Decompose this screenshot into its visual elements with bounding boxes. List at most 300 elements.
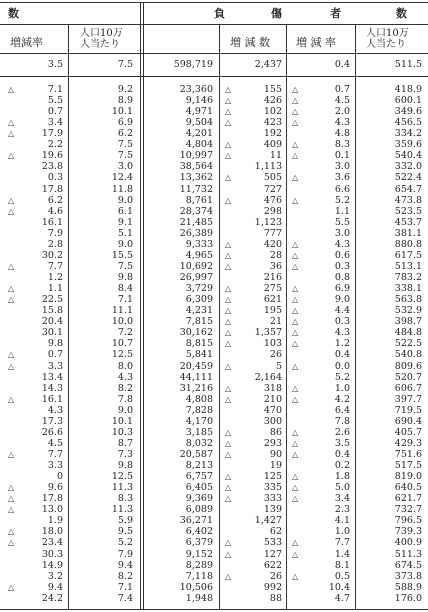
row-3-change-count: 102 [263, 106, 282, 118]
row-36-change-count-decrease-mark: △ [225, 472, 232, 482]
row-17-change-rate: 0.3 [334, 260, 350, 272]
col-header-2: 人口10万 人当たり [80, 28, 123, 50]
row-15-per100k-b: 880.8 [394, 238, 422, 250]
row-44-per100k-a: 9.4 [117, 559, 133, 571]
row-13-injured: 21,485 [179, 216, 213, 228]
row-44-rate-a: 14.9 [41, 559, 63, 571]
row-35-rate-a: 3.3 [47, 460, 63, 472]
row-23-change-rate: 4.3 [334, 327, 350, 339]
row-3-per100k-b: 349.6 [394, 106, 422, 118]
row-1-injured: 23,360 [179, 84, 213, 95]
row-38-rate-a: 17.8 [41, 493, 63, 505]
row-17-rate-a-decrease-mark: △ [8, 261, 15, 271]
row-10-per100k-b: 654.7 [394, 183, 422, 195]
row-21-per100k-b: 532.9 [394, 305, 422, 317]
row-25-rate-a-decrease-mark: △ [8, 350, 15, 360]
row-35-injured: 8,213 [185, 460, 213, 472]
row-27-per100k-b: 520.7 [394, 371, 422, 383]
row-28-injured: 31,216 [179, 382, 213, 394]
row-41-change-count: 62 [269, 526, 282, 538]
row-1-per100k-b: 418.9 [394, 84, 422, 95]
row-42-per100k-a: 5.2 [117, 537, 133, 549]
total-rate-a: 3.5 [47, 59, 63, 70]
row-21-change-rate-decrease-mark: △ [292, 306, 299, 316]
row-40-injured: 36,271 [179, 515, 213, 527]
row-21-change-rate: 4.4 [334, 305, 350, 317]
row-35-per100k-a: 9.8 [117, 460, 133, 472]
row-32-per100k-b: 405.7 [394, 426, 422, 438]
row-5-change-rate: 4.8 [334, 128, 350, 140]
row-23-change-count-decrease-mark: △ [225, 328, 232, 338]
row-24-per100k-a: 10.7 [111, 338, 133, 350]
row-2-change-rate: 4.5 [334, 95, 350, 107]
row-22-change-count: 21 [269, 316, 282, 328]
row-35-per100k-b: 517.5 [394, 460, 422, 472]
row-39-change-count: 139 [263, 504, 282, 516]
row-11-rate-a-decrease-mark: △ [8, 195, 15, 205]
row-26-change-count: 5 [275, 360, 282, 372]
row-8-change-count: 1,113 [254, 161, 282, 173]
row-11-rate-a: 6.2 [47, 194, 63, 206]
row-26-change-rate-decrease-mark: △ [292, 361, 299, 371]
row-2-change-count-decrease-mark: △ [225, 96, 232, 106]
row-10-change-count: 727 [263, 183, 282, 195]
row-24-rate-a: 9.8 [47, 338, 63, 350]
row-22-injured: 7,815 [185, 316, 213, 328]
row-10-rate-a: 17.8 [41, 183, 63, 195]
row-11-per100k-a: 9.0 [117, 194, 133, 206]
row-37-change-count-decrease-mark: △ [225, 483, 232, 493]
row-9-per100k-a: 12.4 [111, 172, 133, 184]
row-6-rate-a: 2.2 [47, 139, 63, 151]
row-46-rate-a: 9.4 [47, 581, 63, 593]
row-7-per100k-b: 540.4 [394, 150, 422, 162]
row-31-per100k-b: 690.4 [394, 415, 422, 427]
row-23-rate-a: 30.1 [41, 327, 63, 339]
row-41-rate-a: 18.0 [41, 526, 63, 538]
row-29-rate-a-decrease-mark: △ [8, 394, 15, 404]
row-29-per100k-a: 7.8 [117, 393, 133, 405]
total-per100k-b: 511.5 [394, 59, 422, 70]
row-17-per100k-b: 513.1 [394, 260, 422, 272]
row-10-change-rate: 6.6 [334, 183, 350, 195]
row-39-change-rate: 2.3 [334, 504, 350, 516]
row-42-rate-a-decrease-mark: △ [8, 538, 15, 548]
row-30-rate-a: 4.3 [47, 404, 63, 416]
row-17-change-count-decrease-mark: △ [225, 261, 232, 271]
row-24-change-rate-decrease-mark: △ [292, 339, 299, 349]
row-15-change-rate-decrease-mark: △ [292, 239, 299, 249]
row-17-per100k-a: 7.5 [117, 260, 133, 272]
row-15-change-rate: 4.3 [334, 238, 350, 250]
row-22-rate-a: 20.4 [41, 316, 63, 328]
row-11-change-rate: 5.2 [334, 194, 350, 206]
row-32-change-count: 86 [269, 426, 282, 438]
row-25-per100k-a: 12.5 [111, 349, 133, 361]
rule-double-b [143, 2, 144, 609]
row-23-per100k-b: 484.8 [394, 327, 422, 339]
row-21-per100k-a: 11.1 [111, 305, 133, 317]
rule-top [0, 2, 428, 3]
row-2-change-count: 426 [263, 95, 282, 107]
row-21-injured: 4,231 [185, 305, 213, 317]
row-45-injured: 7,118 [185, 570, 213, 582]
row-17-injured: 10,692 [179, 260, 213, 272]
row-5-per100k-a: 6.2 [117, 128, 133, 140]
row-36-change-count: 125 [263, 471, 282, 483]
row-18-injured: 26,997 [179, 272, 213, 284]
row-36-rate-a: 0 [56, 471, 63, 483]
row-26-per100k-a: 8.0 [117, 360, 133, 372]
row-42-injured: 6,379 [185, 537, 213, 549]
row-17-change-count: 36 [269, 260, 282, 272]
col-header-6: 人口10万 人当たり [366, 28, 409, 50]
row-31-injured: 4,170 [185, 415, 213, 427]
row-22-per100k-a: 10.0 [111, 316, 133, 328]
row-17-rate-a: 7.7 [47, 260, 63, 272]
row-34-rate-a-decrease-mark: △ [8, 449, 15, 459]
row-33-change-count-decrease-mark: △ [225, 438, 232, 448]
row-44-injured: 8,289 [185, 559, 213, 571]
row-8-injured: 38,564 [179, 161, 213, 173]
row-15-rate-a: 2.8 [47, 238, 63, 250]
row-9-per100k-b: 522.4 [394, 172, 422, 184]
row-43-change-count: 127 [263, 548, 282, 560]
row-34-change-count-decrease-mark: △ [225, 449, 232, 459]
row-40-change-rate: 4.1 [334, 515, 350, 527]
row-43-per100k-a: 7.9 [117, 548, 133, 560]
row-16-change-count-decrease-mark: △ [225, 250, 232, 260]
row-39-rate-a: 13.0 [41, 504, 63, 516]
row-7-change-rate-decrease-mark: △ [292, 151, 299, 161]
row-37-rate-a: 9.6 [47, 482, 63, 494]
row-46-change-count: 992 [263, 581, 282, 593]
row-36-per100k-b: 819.0 [394, 471, 422, 483]
row-21-change-count-decrease-mark: △ [225, 306, 232, 316]
row-33-rate-a: 4.5 [47, 437, 63, 449]
row-6-injured: 4,804 [185, 139, 213, 151]
rule-col-4 [219, 25, 220, 609]
row-37-change-rate: 5.0 [334, 482, 350, 494]
row-39-rate-a-decrease-mark: △ [8, 505, 15, 515]
row-46-rate-a-decrease-mark: △ [8, 582, 15, 592]
row-14-change-rate: 3.0 [334, 227, 350, 239]
row-29-per100k-b: 397.7 [394, 393, 422, 405]
row-15-change-count: 420 [263, 238, 282, 250]
row-38-change-rate-decrease-mark: △ [292, 494, 299, 504]
row-14-injured: 26,389 [179, 227, 213, 239]
row-38-change-rate: 3.4 [334, 493, 350, 505]
row-22-change-rate-decrease-mark: △ [292, 317, 299, 327]
row-12-rate-a-decrease-mark: △ [8, 206, 15, 216]
rule-header-bottom [0, 53, 428, 54]
row-32-change-rate: 2.6 [334, 426, 350, 438]
row-15-per100k-a: 9.0 [117, 238, 133, 250]
row-27-rate-a: 13.4 [41, 371, 63, 383]
row-47-per100k-a: 7.4 [117, 592, 133, 604]
row-15-injured: 9,333 [185, 238, 213, 250]
row-45-change-count-decrease-mark: △ [225, 571, 232, 581]
row-3-rate-a: 0.7 [47, 106, 63, 118]
row-19-rate-a: 1.1 [47, 283, 63, 295]
row-34-change-count: 90 [269, 448, 282, 460]
row-6-per100k-b: 359.6 [394, 139, 422, 151]
row-12-per100k-a: 6.1 [117, 205, 133, 217]
row-9-change-count-decrease-mark: △ [225, 173, 232, 183]
row-6-change-rate-decrease-mark: △ [292, 140, 299, 150]
row-4-per100k-a: 6.9 [117, 117, 133, 129]
row-41-per100k-a: 9.5 [117, 526, 133, 538]
row-41-injured: 6,402 [185, 526, 213, 538]
group-header-left: 数 [8, 7, 19, 20]
row-1-change-count: 155 [263, 84, 282, 95]
row-32-injured: 3,185 [185, 426, 213, 438]
row-7-change-rate: 0.1 [334, 150, 350, 162]
row-23-change-count: 1,357 [254, 327, 282, 339]
row-37-rate-a-decrease-mark: △ [8, 483, 15, 493]
row-20-per100k-b: 563.8 [394, 294, 422, 306]
row-20-rate-a-decrease-mark: △ [8, 295, 15, 305]
row-31-change-rate: 7.8 [334, 415, 350, 427]
row-28-rate-a: 14.3 [41, 382, 63, 394]
row-45-rate-a: 3.2 [47, 570, 63, 582]
row-43-injured: 9,152 [185, 548, 213, 560]
row-16-injured: 4,965 [185, 249, 213, 261]
row-27-change-rate: 5.2 [334, 371, 350, 383]
row-42-change-count: 533 [263, 537, 282, 549]
row-19-change-rate: 6.9 [334, 283, 350, 295]
col-header-4: 増 減 数 [230, 36, 270, 49]
row-36-per100k-a: 12.5 [111, 471, 133, 483]
row-4-change-rate-decrease-mark: △ [292, 118, 299, 128]
row-12-per100k-b: 523.5 [394, 205, 422, 217]
row-14-per100k-b: 381.1 [394, 227, 422, 239]
row-3-injured: 4,971 [185, 106, 213, 118]
row-19-injured: 3,729 [185, 283, 213, 295]
row-3-per100k-a: 10.1 [111, 106, 133, 118]
total-change-rate: 0.4 [334, 59, 350, 70]
row-3-change-rate-decrease-mark: △ [292, 107, 299, 117]
row-4-change-count: 423 [263, 117, 282, 129]
row-42-change-count-decrease-mark: △ [225, 538, 232, 548]
row-4-change-count-decrease-mark: △ [225, 118, 232, 128]
row-10-injured: 11,732 [179, 183, 213, 195]
row-18-change-count: 216 [263, 272, 282, 284]
group-header-right-2: 傷 [271, 7, 282, 20]
row-29-rate-a: 16.1 [41, 393, 63, 405]
row-38-change-count-decrease-mark: △ [225, 494, 232, 504]
row-26-per100k-b: 809.6 [394, 360, 422, 372]
group-header-right-1: 負 [214, 7, 225, 20]
row-15-change-count-decrease-mark: △ [225, 239, 232, 249]
row-38-per100k-b: 621.7 [394, 493, 422, 505]
row-19-change-rate-decrease-mark: △ [292, 284, 299, 294]
row-41-rate-a-decrease-mark: △ [8, 527, 15, 537]
row-13-change-rate: 5.5 [334, 216, 350, 228]
row-18-rate-a: 1.2 [47, 272, 63, 284]
row-7-rate-a: 19.6 [41, 150, 63, 162]
row-38-rate-a-decrease-mark: △ [8, 494, 15, 504]
row-45-change-rate-decrease-mark: △ [292, 571, 299, 581]
rule-col-6 [355, 25, 356, 609]
row-47-per100k-b: 176.0 [394, 592, 422, 604]
row-29-injured: 4,808 [185, 393, 213, 405]
row-34-rate-a: 7.7 [47, 448, 63, 460]
row-47-rate-a: 24.2 [41, 592, 63, 604]
row-1-rate-a-decrease-mark: △ [8, 85, 15, 94]
row-25-rate-a: 0.7 [47, 349, 63, 361]
row-12-injured: 28,374 [179, 205, 213, 217]
row-13-per100k-a: 9.1 [117, 216, 133, 228]
row-8-per100k-b: 332.0 [394, 161, 422, 173]
row-4-rate-a: 3.4 [47, 117, 63, 129]
row-35-change-rate: 0.2 [334, 460, 350, 472]
row-24-per100k-b: 522.5 [394, 338, 422, 350]
row-43-per100k-b: 511.3 [394, 548, 422, 560]
row-38-injured: 9,369 [185, 493, 213, 505]
row-42-change-rate-decrease-mark: △ [292, 538, 299, 548]
row-9-rate-a: 0.3 [47, 172, 63, 184]
row-38-per100k-a: 8.3 [117, 493, 133, 505]
row-26-change-rate: 0.0 [334, 360, 350, 372]
row-16-per100k-a: 15.5 [111, 249, 133, 261]
row-36-injured: 6,757 [185, 471, 213, 483]
row-34-change-rate: 0.4 [334, 448, 350, 460]
row-1-change-rate-decrease-mark: △ [292, 85, 299, 94]
row-33-injured: 8,032 [185, 437, 213, 449]
row-35-change-count: 19 [269, 460, 282, 472]
row-16-per100k-b: 617.5 [394, 249, 422, 261]
row-2-change-rate-decrease-mark: △ [292, 96, 299, 106]
row-20-change-rate: 9.0 [334, 294, 350, 306]
row-8-per100k-a: 3.0 [117, 161, 133, 173]
row-44-change-count: 622 [263, 559, 282, 571]
row-8-rate-a: 23.8 [41, 161, 63, 173]
rule-col-1 [68, 25, 69, 609]
row-36-change-rate: 1.8 [334, 471, 350, 483]
row-12-change-count: 298 [263, 205, 282, 217]
row-32-change-rate-decrease-mark: △ [292, 427, 299, 437]
row-28-change-rate-decrease-mark: △ [292, 383, 299, 393]
row-41-per100k-b: 739.3 [394, 526, 422, 538]
row-5-per100k-b: 334.2 [394, 128, 422, 140]
row-27-change-count: 2,164 [254, 371, 282, 383]
row-20-injured: 6,309 [185, 294, 213, 306]
row-34-per100k-a: 7.3 [117, 448, 133, 460]
row-20-change-count-decrease-mark: △ [225, 295, 232, 305]
row-26-rate-a-decrease-mark: △ [8, 361, 15, 371]
row-22-per100k-b: 398.7 [394, 316, 422, 328]
row-5-rate-a-decrease-mark: △ [8, 129, 15, 139]
row-32-change-count-decrease-mark: △ [225, 427, 232, 437]
row-9-change-count: 505 [263, 172, 282, 184]
row-10-per100k-a: 11.8 [111, 183, 133, 195]
row-7-rate-a-decrease-mark: △ [8, 151, 15, 161]
rule-bottom [0, 609, 428, 610]
row-9-change-rate-decrease-mark: △ [292, 173, 299, 183]
row-47-injured: 1,948 [185, 592, 213, 604]
total-per100k-a: 7.5 [117, 59, 133, 70]
row-30-per100k-a: 9.0 [117, 404, 133, 416]
row-45-change-count: 26 [269, 570, 282, 582]
row-28-change-count-decrease-mark: △ [225, 383, 232, 393]
row-8-change-rate: 3.0 [334, 161, 350, 173]
row-28-per100k-b: 606.7 [394, 382, 422, 394]
row-30-change-rate: 6.4 [334, 404, 350, 416]
row-14-rate-a: 7.9 [47, 227, 63, 239]
row-24-injured: 8,815 [185, 338, 213, 350]
row-45-per100k-b: 373.8 [394, 570, 422, 582]
row-37-per100k-a: 11.3 [111, 482, 133, 494]
row-1-rate-a: 7.1 [47, 84, 63, 95]
col-header-1: 増減率 [10, 36, 43, 49]
row-4-rate-a-decrease-mark: △ [8, 118, 15, 128]
row-38-change-count: 333 [263, 493, 282, 505]
row-45-per100k-a: 8.2 [117, 570, 133, 582]
row-45-change-rate: 0.5 [334, 570, 350, 582]
row-46-injured: 10,506 [179, 581, 213, 593]
row-14-change-count: 777 [263, 227, 282, 239]
row-29-change-count: 210 [263, 393, 282, 405]
group-header-right-4: 数 [396, 7, 407, 20]
row-1-per100k-a: 9.2 [117, 84, 133, 95]
row-24-change-rate: 1.2 [334, 338, 350, 350]
row-7-per100k-a: 7.5 [117, 150, 133, 162]
row-32-per100k-a: 10.3 [111, 426, 133, 438]
group-header-right-3: 者 [330, 7, 341, 20]
row-19-per100k-b: 338.1 [394, 283, 422, 295]
row-20-change-rate-decrease-mark: △ [292, 295, 299, 305]
row-37-per100k-b: 640.5 [394, 482, 422, 494]
row-31-rate-a: 17.3 [41, 415, 63, 427]
row-40-rate-a: 1.9 [47, 515, 63, 527]
row-2-injured: 9,146 [185, 95, 213, 107]
row-5-injured: 4,201 [185, 128, 213, 140]
row-1-change-count-decrease-mark: △ [225, 85, 232, 94]
row-33-change-rate-decrease-mark: △ [292, 438, 299, 448]
row-31-change-count: 300 [263, 415, 282, 427]
row-27-per100k-a: 4.3 [117, 371, 133, 383]
row-43-rate-a: 30.3 [41, 548, 63, 560]
row-34-per100k-b: 751.6 [394, 448, 422, 460]
row-19-rate-a-decrease-mark: △ [8, 284, 15, 294]
row-12-rate-a: 4.6 [47, 205, 63, 217]
row-40-change-count: 1,427 [254, 515, 282, 527]
row-16-rate-a: 30.2 [41, 249, 63, 261]
row-20-change-count: 621 [263, 294, 282, 306]
row-30-change-count: 470 [263, 404, 282, 416]
row-6-per100k-a: 7.5 [117, 139, 133, 151]
rule-total-bottom [0, 76, 428, 77]
row-2-rate-a: 5.5 [47, 95, 63, 107]
row-39-injured: 6,089 [185, 504, 213, 516]
row-43-change-rate-decrease-mark: △ [292, 549, 299, 559]
row-19-per100k-a: 8.4 [117, 283, 133, 295]
row-24-change-count: 103 [263, 338, 282, 350]
row-9-injured: 13,362 [179, 172, 213, 184]
row-13-change-count: 1,123 [254, 216, 282, 228]
row-18-per100k-b: 783.2 [394, 272, 422, 284]
row-12-change-rate: 1.1 [334, 205, 350, 217]
row-11-per100k-b: 473.8 [394, 194, 422, 206]
row-6-change-rate: 8.3 [334, 139, 350, 151]
row-19-change-count: 275 [263, 283, 282, 295]
row-13-rate-a: 16.1 [41, 216, 63, 228]
row-2-per100k-a: 8.9 [117, 95, 133, 107]
row-5-rate-a: 17.9 [41, 128, 63, 140]
row-28-per100k-a: 8.2 [117, 382, 133, 394]
row-11-change-rate-decrease-mark: △ [292, 195, 299, 205]
